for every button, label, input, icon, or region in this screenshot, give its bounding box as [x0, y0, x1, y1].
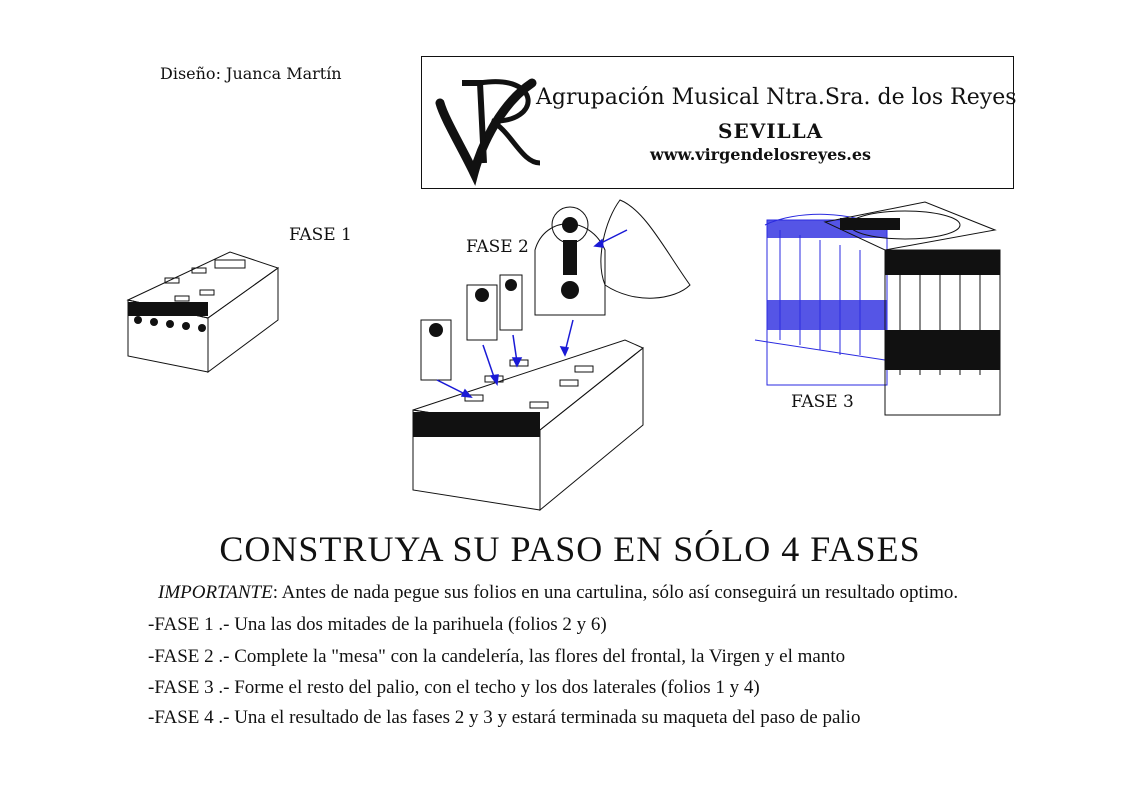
important-label: IMPORTANTE [158, 582, 273, 603]
fase1-label: FASE 1 [289, 225, 352, 245]
city-name: SEVILLA [718, 119, 824, 143]
important-text: : Antes de nada pegue sus folios en una cartulina, sólo así conseguirá un resultado optimo. [272, 582, 959, 603]
step-4: -FASE 4 .- Una el resultado de las fases 2 y 3 y estará terminada su maqueta del paso de palio [148, 707, 861, 728]
vr-logo [432, 63, 542, 183]
organization-name: Agrupación Musical Ntra.Sra. de los Reyes [536, 85, 1017, 110]
header-box [421, 56, 1017, 189]
fase2-label: FASE 2 [466, 237, 529, 257]
step-2: -FASE 2 .- Complete la "mesa" con la candelería, las flores del frontal, la Virgen y el manto [148, 646, 846, 667]
fase1-parihuela-illustration [120, 250, 290, 375]
website-url: www.virgendelosreyes.es [650, 145, 872, 164]
step-3: -FASE 3 .- Forme el resto del palio, con el techo y los dos laterales (folios 1 y 4) [148, 677, 760, 698]
fase2-mesa-illustration [405, 190, 715, 520]
designer-credit: Diseño: Juanca Martín [160, 64, 342, 83]
fase3-palio-illustration [745, 190, 1025, 420]
fase3-label: FASE 3 [791, 392, 854, 412]
main-title: CONSTRUYA SU PASO EN SÓLO 4 FASES [219, 529, 921, 569]
logo-letters: VR [434, 114, 452, 128]
important-note [158, 582, 958, 604]
step-1: -FASE 1 .- Una las dos mitades de la parihuela (folios 2 y 6) [148, 614, 607, 635]
